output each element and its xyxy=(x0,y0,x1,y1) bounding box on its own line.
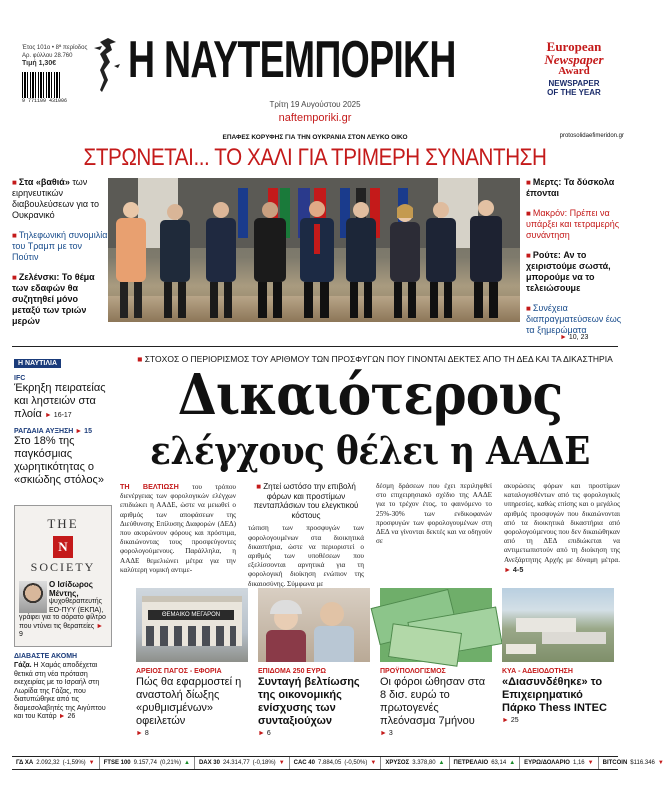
story-headline: Πώς θα εφαρμοστεί η αναστολή δίωξης «ρυθμισμένων» οφειλετών xyxy=(136,676,242,727)
issue-info xyxy=(22,44,87,68)
award-line: European xyxy=(546,39,602,54)
body-lead: ΤΗ ΒΕΛΤΙΩΣΗ xyxy=(120,482,179,491)
ticker-name: ΕΥΡΩ/ΔΟΛΑΡΙΟ xyxy=(524,759,570,766)
ticker-item xyxy=(599,757,668,769)
society-body: γράφει για το αόρατο φίλτρο που ντύνει τις θεραπείες xyxy=(19,614,106,630)
down-arrow-icon: ▼ xyxy=(587,759,594,766)
lead-left-sidebar xyxy=(12,177,108,336)
left-column xyxy=(14,352,112,487)
ifc-text: Έκρηξη πειρατείας και ληστειών στα πλοία xyxy=(14,382,106,420)
hermes-logo-icon xyxy=(92,36,122,96)
page-number: 26 xyxy=(67,713,76,720)
person-figure xyxy=(116,202,146,318)
barcode-number: 9 771109 431006 xyxy=(22,98,68,104)
sidebar-item[interactable]: ■ Μακρόν: Πρέπει να υπάρξει και τετραμερής συνάντηση xyxy=(526,208,620,240)
body-text: του τρόπου διενέργειας των φορολογικών ελέγχων επιδιώκει η ΑΑΔΕ, ώστε να μειωθεί ο αριθμός των αποφάσεων της Διεύθυνσης Επίλυσης Διαφορών (ΔΕΔ) που ακυρώνουν φόρους και πρόστιμα, δικαιώνοντας τους προσφεύγοντες φορολογούμενους. Παράλληλα, η ΑΑΔΕ θεμελιώνει μέτρα για την καλύτερη νομική αντιμε- xyxy=(120,483,236,574)
sidebar-text: Συνέχεια διαπραγματεύσεων έως τα ξημερώματα xyxy=(526,303,622,335)
award-badge xyxy=(528,40,620,97)
ticker-change: (-0,50%) xyxy=(344,759,368,766)
story-thumbnail xyxy=(258,588,370,662)
lead-headline[interactable]: ΣΤΡΩΝΕΤΑΙ... ΤΟ ΧΑΛΙ ΓΙΑ ΤΡΙΜΕΡΗ ΣΥΝΑΝΤΗΣΗ xyxy=(83,144,547,171)
avatar xyxy=(19,581,47,613)
sidebar-item[interactable]: ■ Τηλεφωνική συνομιλία του Τραμπ με τον Πούτιν xyxy=(12,230,108,262)
newspaper-title: Η ΝΑΥΤΕΜΠΟΡΙΚΗ xyxy=(128,31,456,89)
masthead xyxy=(0,0,630,130)
ticker-change: (0,21%) xyxy=(159,759,181,766)
story-thumbnail xyxy=(136,588,248,662)
ticker-name: ΓΔ ΧΑ xyxy=(16,759,34,766)
ticker-value: 1,16 xyxy=(572,759,585,766)
story-kicker: ΑΡΕΙΟΣ ΠΑΓΟΣ - ΕΦΟΡΙΑ xyxy=(136,668,222,675)
price: Τιμή 1,30€ xyxy=(22,60,57,67)
page-number: 6 xyxy=(266,730,271,737)
sidebar-text: Μακρόν: Πρέπει να υπάρξει και τετραμερής συνάντηση xyxy=(526,208,620,240)
page-number: 8 xyxy=(144,730,149,737)
story-headline: «Διασυνδέθηκε» το Επιχειρηματικό Πάρκο Thess INTEC xyxy=(502,676,607,714)
body-text: δέσμη δράσεων που έχει περιληφθεί στο επιχειρησιακό σχέδιο της ΑΑΔΕ για το τρέχον έτος, το φαινόμενο το 25%-30% των ενδικοφανών προσφυγών των φορολογουμένων στη ΔΕΔ να γίνονται δεκτές και να οδηγούν σε xyxy=(376,482,492,546)
award-subtitle-line: NEWSPAPER xyxy=(548,79,600,88)
pull-quote: ■ Ζητεί ωστόσο την επιβολή φόρων και προστίμων πενταπλάσιων του ελεγκτικού κόστους xyxy=(253,482,359,520)
page-number: 3 xyxy=(388,730,393,737)
story-headline: Συνταγή βελτίωσης της οικονομικής ενίσχυσης των συνταξιούχων xyxy=(258,676,360,727)
story-kicker: ΚΥΑ - ΑΔΕΙΟΔΟΤΗΣΗ xyxy=(502,668,573,675)
ticker-name: CAC 40 xyxy=(293,759,315,766)
story-kicker: ΕΠΙΔΟΜΑ 250 ΕΥΡΩ xyxy=(258,668,327,675)
body-text: ακυρώσεις φόρων και προστίμων καταλογισθέντων από τις φορολογικές υπηρεσίες, καθώς επίσης και ο μεγάλος αριθμός προσφυγών που δικαιώνονται από τα διοικητικά δικαστήρια από φορολογούμενους που δεν δικαιώθηκαν από τη ΔΕΔ επιδιώκεται να αντιμετωπιστούν από τη διοίκηση της Ανεξάρτητης Αρχής με δύναμη μέτρα. xyxy=(504,482,620,564)
society-text: γράφει για το αόρατο φίλτρο που ντύνει τις θεραπείες ► 9 xyxy=(19,614,106,638)
sidebar-lead: Μερτς: xyxy=(532,177,562,187)
market-ticker xyxy=(12,756,664,770)
issue-number: Αρ. φύλλου 28.760 xyxy=(22,53,73,59)
sidebar-text: των ειρηνευτικών διαβουλεύσεων για το Ουκρανικό xyxy=(12,177,99,220)
issue-date: Τρίτη 19 Αυγούστου 2025 xyxy=(269,100,361,109)
ticker-value: 7.884,05 xyxy=(317,759,342,766)
story-card[interactable] xyxy=(502,588,614,724)
main-body xyxy=(120,482,620,588)
ticker-value: 24.314,77 xyxy=(222,759,250,766)
ragaia-label-text: ΡΑΓΔΑΙΑ ΑΥΞΗΣΗ xyxy=(14,428,74,435)
up-arrow-icon: ▲ xyxy=(184,759,190,766)
ticker-item xyxy=(381,757,449,769)
down-arrow-icon: ▼ xyxy=(88,759,95,766)
sidebar-text: Αν το χειριστούμε σωστά, μπορούμε να το τελειώσουμε xyxy=(526,250,611,293)
read-more-body: Η Χαμάς αποδέχεται θετικά στη νέα πρόταση εκεχειρίας με το Ισραήλ στη Λωρίδα της Γάζας, που διατυπώθηκε από τις διαμεσολαβητές της Αιγύπτου και του Κατάρ xyxy=(14,662,106,720)
strap-text: ΣΤΟΧΟΣ Ο ΠΕΡΙΟΡΙΣΜΟΣ ΤΟΥ ΑΡΙΘΜΟΥ ΤΩΝ ΠΡΟΣΦΥΓΩΝ ΠΟΥ ΓΙΝΟΝΤΑΙ ΔΕΚΤΕΣ ΑΠΟ ΤΗ ΔΕΔ ΚΑΙ ΤΑ ΔΙΚΑΣΤΗΡΙΑ xyxy=(144,354,613,364)
sidebar-item[interactable]: ■ Ρούτε: Αν το χειριστούμε σωστά, μπορούμε να το τελειώσουμε xyxy=(526,250,611,293)
website-link[interactable]: naftemporiki.gr xyxy=(278,112,352,124)
ticker-change: (-0,18%) xyxy=(252,759,276,766)
body-column xyxy=(248,482,364,589)
page-number: 16-17 xyxy=(53,412,72,419)
author-name: Ο Ισίδωρος Μέντης, xyxy=(49,580,93,598)
ticker-value: 63,14 xyxy=(491,759,507,766)
leaders-group xyxy=(108,178,520,322)
ticker-item xyxy=(195,757,290,769)
ticker-name: ΠΕΤΡΕΛΑΙΟ xyxy=(453,759,489,766)
up-arrow-icon: ▲ xyxy=(438,759,445,766)
page-number: 15 xyxy=(84,428,92,435)
lead-right-sidebar xyxy=(526,177,626,345)
sidebar-text: Τηλεφωνική συνομιλία του Τραμπ με τον Πούτιν xyxy=(12,230,108,262)
sidebar-text: Το θέμα των εδαφών θα συζητηθεί μόνο μεταξύ των τριών μερών xyxy=(12,272,95,326)
read-more-label: ΔΙΑΒΑΣΤΕ ΑΚΟΜΗ xyxy=(14,653,78,660)
story-thumbnail xyxy=(380,588,492,662)
page-number: 4-5 xyxy=(512,564,524,574)
sidebar-item[interactable]: ■ Συνέχεια διαπραγματεύσεων έως τα ξημερώματα xyxy=(526,303,622,335)
society-logo-line: SOCIETY xyxy=(30,560,96,574)
story-kicker: ΠΡΟΫΠΟΛΟΓΙΣΜΟΣ xyxy=(380,668,446,675)
sidebar-lead: Ζελένσκι: xyxy=(18,272,60,282)
story-page: ► 3 xyxy=(380,730,393,737)
story-page: ► 8 xyxy=(136,730,149,737)
story-page: ► 25 xyxy=(502,717,519,724)
society-author xyxy=(49,580,111,615)
story-card[interactable] xyxy=(136,588,248,737)
down-arrow-icon: ▼ xyxy=(278,759,285,766)
award-line: Newspaper xyxy=(544,52,604,67)
ticker-value: 2.092,32 xyxy=(36,759,60,766)
down-arrow-icon: ▼ xyxy=(370,759,377,766)
barcode xyxy=(22,72,62,98)
up-arrow-icon: ▲ xyxy=(509,759,516,766)
ragaia-headline[interactable]: Στο 18% της παγκόσμιας χωρητικότητας ο «σκιώδης στόλος» xyxy=(14,435,104,486)
sidebar-lead: Ρούτε: xyxy=(532,250,561,260)
sidebar-text: Τα δύσκολα έπονται xyxy=(526,177,615,198)
lead-photo[interactable] xyxy=(108,178,520,322)
main-headline-1[interactable]: Δικαιότερους xyxy=(177,362,563,428)
ticker-name: FTSE 100 xyxy=(103,759,131,766)
sidebar-item[interactable]: ■ Μερτς: Τα δύσκολα έπονται xyxy=(526,177,615,198)
ticker-item xyxy=(100,757,195,769)
lead-kicker: ΕΠΑΦΕΣ ΚΟΡΥΦΗΣ ΓΙΑ ΤΗΝ ΟΥΚΡΑΝΙΑ ΣΤΟΝ ΛΕΥΚΟ ΟΙΚΟ xyxy=(222,134,408,141)
ticker-item xyxy=(12,757,100,769)
story-card[interactable] xyxy=(380,588,492,737)
author-role: ψυχοθεραπευτής ΕΟ-ΠΥΥ (ΕΚΠΑ), xyxy=(49,598,104,614)
ifc-headline[interactable]: Έκρηξη πειρατείας και ληστειών στα πλοία ► 16-17 xyxy=(14,382,106,420)
award-subtitle xyxy=(528,79,620,97)
society-box[interactable] xyxy=(14,505,112,647)
body-column xyxy=(120,482,236,575)
main-strap: ■ ΣΤΟΧΟΣ Ο ΠΕΡΙΟΡΙΣΜΟΣ ΤΟΥ ΑΡΙΘΜΟΥ ΤΩΝ ΠΡΟΣΦΥΓΩΝ ΠΟΥ ΓΙΝΟΝΤΑΙ ΔΕΚΤΕΣ ΑΠΟ ΤΗ ΔΕΔ ΚΑΙ ΤΑ ΔΙΚΑΣΤΗΡΙΑ xyxy=(137,354,613,364)
ticker-item xyxy=(520,757,598,769)
ifc-label: IFC xyxy=(14,375,26,382)
ticker-item xyxy=(450,757,521,769)
main-headline-2[interactable]: ελέγχους θέλει η ΑΑΔΕ xyxy=(150,428,590,473)
body-text: τώπιση των προσφυγών των φορολογουμένων στα διοικητικά δικαστήρια, ώστε να περιοριστεί ο αριθμός των υποθέσεων που εξελίσσονται αρνητικά για τη φορολογική διοίκηση ενώπιον της δικαιοσύνης. Σύμφωνα με xyxy=(248,524,364,588)
story-headline: Οι φόροι ώθησαν στα 8 δισ. ευρώ το πρωτογενές πλεόνασμα 7μήνου xyxy=(380,676,486,727)
sidebar-item[interactable]: ■ Ζελένσκι: Το θέμα των εδαφών θα συζητηθεί μόνο μεταξύ των τριών μερών xyxy=(12,272,95,326)
read-more-text: Γάζα. Η Χαμάς αποδέχεται θετικά στη νέα πρόταση εκεχειρίας με το Ισραήλ στη Λωρίδα της Γάζας, που διατυπώθηκε από τις διαμεσολαβητές της Αιγύπτου και του Κατάρ ► 26 xyxy=(14,662,106,720)
sidebar-lead: Στα «βαθιά» xyxy=(18,177,70,187)
society-logo-letter: N xyxy=(53,536,73,558)
award-subtitle-line: OF THE YEAR xyxy=(547,88,601,97)
ticker-item xyxy=(290,757,382,769)
ticker-value: 9.157,74 xyxy=(133,759,157,766)
award-line: Award xyxy=(558,65,590,77)
ragaia-label: ΡΑΓΔΑΙΑ ΑΥΞΗΣΗ ► 15 xyxy=(14,428,92,435)
sidebar-item[interactable]: ■ Στα «βαθιά» των ειρηνευτικών διαβουλεύσεων για το Ουκρανικό xyxy=(12,177,99,220)
divider xyxy=(12,346,618,347)
page-number: 25 xyxy=(510,717,519,724)
building-sign: ΘΕΜΑΙΚΟ ΜΕΓΑΡΟΝ xyxy=(148,610,234,620)
pull-quote-text: Ζητεί ωστόσο την επιβολή φόρων και προστίμων πενταπλάσιων του ελεγκτικού κόστους xyxy=(253,482,359,520)
society-logo-line: THE xyxy=(47,516,79,531)
lead-page-ref: ► 10, 23 xyxy=(560,334,589,341)
story-page: ► 6 xyxy=(258,730,271,737)
down-arrow-icon: ▼ xyxy=(657,759,664,766)
section-tag: Η ΝΑΥΤΙΛΙΑ xyxy=(14,359,61,368)
ticker-name: ΧΡΥΣΟΣ xyxy=(385,759,410,766)
page-number: 10, 23 xyxy=(568,334,589,341)
issue-line: Έτος 101ο • 8ª περίοδος xyxy=(22,45,88,51)
story-card[interactable] xyxy=(258,588,370,737)
ticker-value: $116.346 xyxy=(630,759,655,766)
story-thumbnail xyxy=(502,588,614,662)
body-column xyxy=(376,482,492,546)
body-column: ακυρώσεις φόρων και προστίμων καταλογισθέντων από τις φορολογικές υπηρεσίες, καθώς επίσης και ο μεγάλος αριθμός προσφυγών που δικαιώνονται από τα διοικητικά δικαστήρια από φορολογούμενους που δεν δικαιώθηκαν από τη ΔΕΔ επιδιώκεται να αντιμετωπιστούν από τη διοίκηση της Ανεξάρτητης Αρχής με δύναμη μέτρα. ► 4-5 xyxy=(504,482,620,574)
photo-source-tag: protosolidaefimeridon.gr xyxy=(559,133,624,139)
ticker-change: (-1,59%) xyxy=(62,759,86,766)
page-number: 9 xyxy=(19,631,23,638)
ticker-name: BITCOIN xyxy=(602,759,628,766)
read-more-lead: Γάζα. xyxy=(14,662,32,669)
ticker-value: 3.378,80 xyxy=(412,759,436,766)
read-more-box[interactable] xyxy=(14,653,112,722)
ticker-name: DAX 30 xyxy=(198,759,220,766)
